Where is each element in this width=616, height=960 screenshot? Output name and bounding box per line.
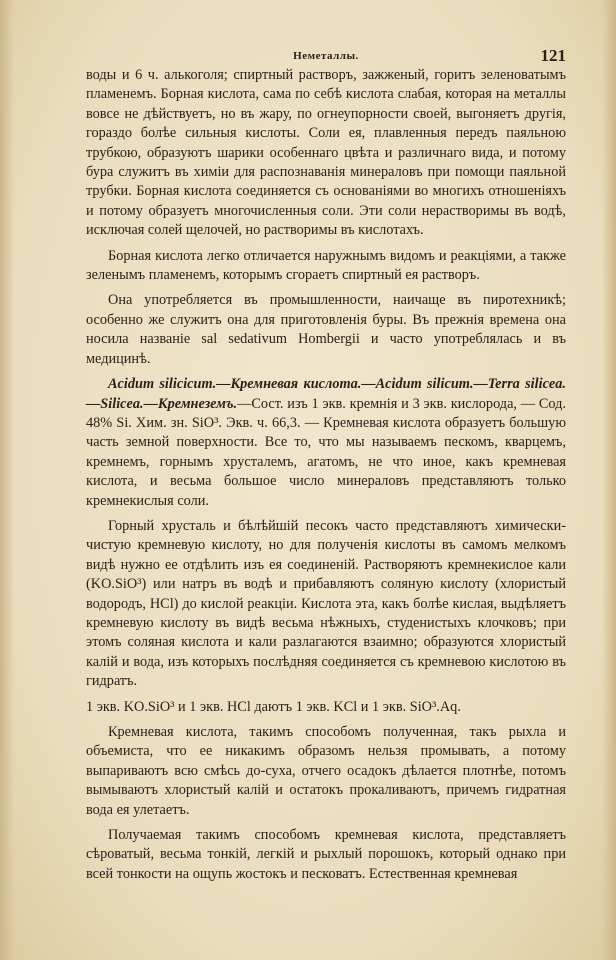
silicic-acid-composition: —Сост. изъ 1 экв. кремнія и 3 экв. кислорода, — Сод. 48% Si. Хим. зн. SiO³. Экв. ч. 66,3. — Кремневая кислота образуетъ большую часть земной поверхности. Все то, что мы называемъ пескомъ, кварцемъ, кремнемъ, горнымъ хрусталемъ, агатомъ, не что иное, какъ кремневая кислота, и весьма большое число минераловъ представляютъ только кремнекислыя соли.	[86, 395, 566, 509]
body-text	[86, 66, 566, 884]
paragraph-boric-acid-identification: Борная кислота легко отличается наружнымъ видомъ и реакціями, а также зеленымъ пламенемъ, которымъ сгораетъ спиртный ея растворъ.	[86, 247, 566, 284]
paragraph-silicic-acid-intro	[86, 375, 566, 511]
scan-shadow-left	[0, 0, 14, 960]
paragraph-silicic-acid-description: Получаемая такимъ способомъ кремневая кислота, представляетъ сѣроватый, весьма тонкій, легкій и рыхлый порошокъ, который однако при всей тонкости на ощупь жостокъ и песковатъ. Естественная кремневая	[86, 827, 566, 882]
paragraph-boric-acid-uses: Она употребляется въ промышленности, наичаще въ пиротехникѣ; особенно же служитъ она для приготовленія буры. Въ прежнія времена она носила названіе sal sedativum Hombergii и часто употреблялась и въ медицинѣ.	[86, 292, 566, 367]
paragraph-boric-acid-properties: воды и 6 ч. алькоголя; спиртный растворъ, зажженый, горитъ зеленоватымъ пламенемъ. Борная кислота, сама по себѣ кислота слабая, которая на металлы вовсе не дѣйствуетъ, но въ жару, по огнеупорности своей, выгоняетъ другія, гораздо болѣе сильныя кислоты. Соли ея, плавленныя передъ паяльною трубкою, образуютъ шарики особеннаго цвѣта и различнаго вида, и потому бура служитъ въ химіи для распознаванія минераловъ при помощи паяльной трубки. Борная кислота соединяется съ основаніями во многихъ отношеніяхъ и потому образуетъ многочисленныя соли. Эти соли нерастворимы въ водѣ, исключая солей щелочей, но растворимы въ кислотахъ.	[86, 67, 566, 239]
reaction-formula: 1 экв. KO.SiO³ и 1 экв. HCl даютъ 1 экв. KCl и 1 экв. SiO³.Aq.	[86, 698, 461, 715]
running-head: Неметаллы.	[293, 50, 359, 62]
page-number: 121	[540, 46, 566, 65]
paragraph-silicic-acid-washing: Кремневая кислота, такимъ способомъ полученная, такъ рыхла и объемиста, что ее никакимъ образомъ нельзя промывать, а потому выпариваютъ всю смѣсь до-суха, отчего осадокъ дѣлается плотнѣе, потомъ вымываютъ хлористый калій и остатокъ прокаливаютъ, причемъ гидратная вода ея улетаетъ.	[86, 724, 566, 818]
scan-shadow-right	[602, 0, 616, 960]
silicic-acid-heading: Acidum silicicum.—Кремневая кислота.—Acidum silicum.—Terra silicea.—Silicea.—Кремнеземъ.	[86, 376, 566, 412]
page-header	[86, 46, 566, 66]
paragraph-silicic-acid-preparation: Горный хрусталь и бѣлѣйшій песокъ часто представляютъ химически-чистую кремневую кислоту, но для полученія кислоты въ самомъ мелкомъ видѣ нужно ее отдѣлить изъ ея соединеній. Растворяютъ кремнекислое кали (KO.SiO³) или натръ въ водѣ и прибавляютъ соляную кислоту (хлористый водородъ, HCl) до кислой реакціи. Кислота эта, какъ болѣе кислая, выдѣляетъ кремневую кислоту въ видѣ весьма нѣжныхъ, студенистыхъ клочковъ; при этомъ соляная кислота и кали разлагаются взаимно; образуются хлористый калій и вода, изъ которыхъ послѣдняя соединяется съ кремневою кислотою въ гидратъ.	[86, 517, 566, 690]
